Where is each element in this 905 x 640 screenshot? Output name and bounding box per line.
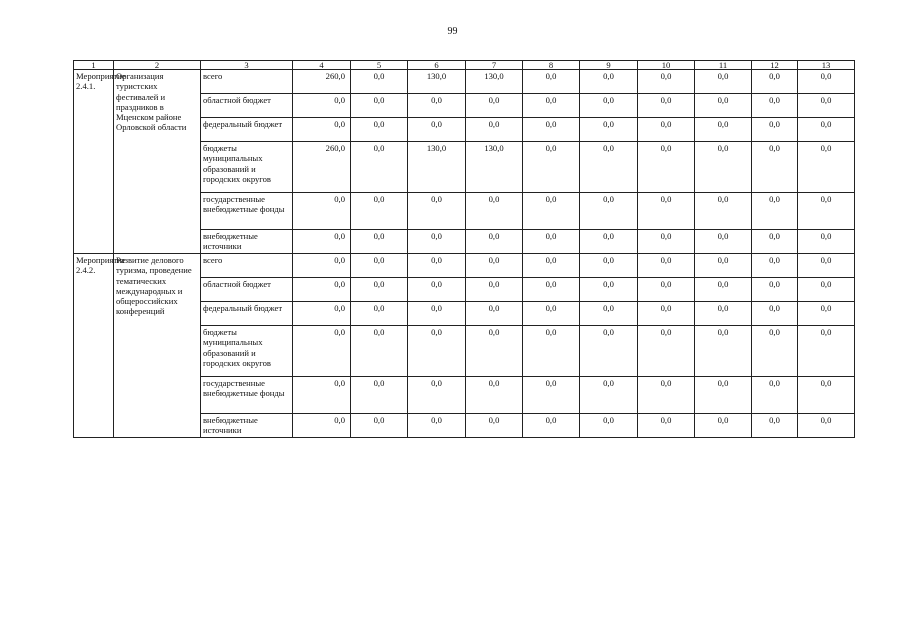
value-cell: 0,0 — [523, 94, 580, 118]
value-cell: 260,0 — [293, 70, 351, 94]
value-cell: 0,0 — [351, 414, 408, 438]
value-cell: 0,0 — [638, 118, 695, 142]
column-header-10: 10 — [638, 61, 695, 70]
value-cell: 130,0 — [466, 70, 523, 94]
value-cell: 0,0 — [351, 230, 408, 254]
value-cell: 0,0 — [523, 377, 580, 414]
column-header-5: 5 — [351, 61, 408, 70]
value-cell: 0,0 — [523, 302, 580, 326]
value-cell: 0,0 — [798, 94, 855, 118]
funding-source: федеральный бюджет — [201, 302, 293, 326]
value-cell: 0,0 — [466, 230, 523, 254]
value-cell: 0,0 — [695, 118, 752, 142]
value-cell: 0,0 — [580, 142, 638, 193]
value-cell: 0,0 — [752, 94, 798, 118]
funding-source: государственные внебюджетные фонды — [201, 193, 293, 230]
value-cell: 0,0 — [638, 230, 695, 254]
value-cell: 0,0 — [466, 94, 523, 118]
value-cell: 0,0 — [798, 302, 855, 326]
value-cell: 0,0 — [293, 254, 351, 278]
value-cell: 0,0 — [580, 302, 638, 326]
value-cell: 0,0 — [752, 377, 798, 414]
column-header-8: 8 — [523, 61, 580, 70]
value-cell: 0,0 — [580, 230, 638, 254]
value-cell: 0,0 — [638, 142, 695, 193]
value-cell: 0,0 — [580, 254, 638, 278]
value-cell: 0,0 — [466, 118, 523, 142]
measure-id: Мероприятие 2.4.2. — [74, 254, 114, 438]
value-cell: 0,0 — [351, 254, 408, 278]
value-cell: 0,0 — [638, 326, 695, 377]
value-cell: 0,0 — [408, 118, 466, 142]
table-row — [74, 70, 855, 94]
value-cell: 0,0 — [752, 278, 798, 302]
value-cell: 0,0 — [580, 193, 638, 230]
value-cell: 0,0 — [523, 193, 580, 230]
value-cell: 0,0 — [798, 254, 855, 278]
funding-source: бюджеты муниципальных образований и городских округов — [201, 326, 293, 377]
value-cell: 0,0 — [580, 94, 638, 118]
value-cell: 130,0 — [408, 70, 466, 94]
value-cell: 0,0 — [523, 414, 580, 438]
value-cell: 0,0 — [351, 142, 408, 193]
column-header-2: 2 — [114, 61, 201, 70]
value-cell: 0,0 — [695, 254, 752, 278]
value-cell: 0,0 — [408, 94, 466, 118]
value-cell: 0,0 — [695, 326, 752, 377]
value-cell: 0,0 — [638, 414, 695, 438]
value-cell: 0,0 — [351, 302, 408, 326]
measure-id: Мероприятие 2.4.1. — [74, 70, 114, 254]
funding-source: внебюджетные источники — [201, 230, 293, 254]
value-cell: 130,0 — [466, 142, 523, 193]
value-cell: 0,0 — [752, 302, 798, 326]
value-cell: 0,0 — [798, 142, 855, 193]
value-cell: 0,0 — [752, 142, 798, 193]
value-cell: 0,0 — [752, 230, 798, 254]
value-cell: 0,0 — [351, 94, 408, 118]
value-cell: 0,0 — [752, 254, 798, 278]
measure-name: Развитие делового туризма, проведение тематических международных и общероссийских конференций — [114, 254, 201, 438]
value-cell: 0,0 — [695, 377, 752, 414]
funding-source: областной бюджет — [201, 94, 293, 118]
value-cell: 0,0 — [798, 326, 855, 377]
value-cell: 0,0 — [293, 377, 351, 414]
funding-source: федеральный бюджет — [201, 118, 293, 142]
value-cell: 0,0 — [466, 278, 523, 302]
value-cell: 0,0 — [798, 118, 855, 142]
value-cell: 0,0 — [351, 193, 408, 230]
column-header-7: 7 — [466, 61, 523, 70]
value-cell: 0,0 — [408, 326, 466, 377]
value-cell: 0,0 — [408, 302, 466, 326]
value-cell: 0,0 — [523, 70, 580, 94]
value-cell: 0,0 — [580, 326, 638, 377]
value-cell: 0,0 — [580, 70, 638, 94]
funding-source: всего — [201, 70, 293, 94]
value-cell: 0,0 — [293, 302, 351, 326]
value-cell: 0,0 — [523, 230, 580, 254]
value-cell: 0,0 — [351, 278, 408, 302]
value-cell: 0,0 — [351, 118, 408, 142]
value-cell: 0,0 — [351, 326, 408, 377]
value-cell: 0,0 — [695, 230, 752, 254]
value-cell: 0,0 — [523, 142, 580, 193]
value-cell: 0,0 — [408, 230, 466, 254]
value-cell: 0,0 — [798, 377, 855, 414]
column-header-13: 13 — [798, 61, 855, 70]
column-header-6: 6 — [408, 61, 466, 70]
value-cell: 0,0 — [466, 254, 523, 278]
value-cell: 0,0 — [580, 118, 638, 142]
column-header-12: 12 — [752, 61, 798, 70]
value-cell: 0,0 — [523, 254, 580, 278]
value-cell: 0,0 — [408, 254, 466, 278]
column-header-1: 1 — [74, 61, 114, 70]
column-header-3: 3 — [201, 61, 293, 70]
value-cell: 0,0 — [293, 193, 351, 230]
value-cell: 0,0 — [798, 414, 855, 438]
budget-table — [73, 60, 855, 438]
value-cell: 0,0 — [638, 278, 695, 302]
value-cell: 0,0 — [293, 326, 351, 377]
value-cell: 0,0 — [466, 302, 523, 326]
value-cell: 0,0 — [466, 193, 523, 230]
value-cell: 0,0 — [638, 70, 695, 94]
value-cell: 0,0 — [293, 94, 351, 118]
value-cell: 0,0 — [408, 377, 466, 414]
value-cell: 0,0 — [638, 377, 695, 414]
value-cell: 0,0 — [466, 326, 523, 377]
value-cell: 0,0 — [580, 414, 638, 438]
value-cell: 0,0 — [466, 414, 523, 438]
value-cell: 0,0 — [695, 278, 752, 302]
value-cell: 0,0 — [638, 254, 695, 278]
value-cell: 0,0 — [523, 278, 580, 302]
funding-source: бюджеты муниципальных образований и городских округов — [201, 142, 293, 193]
funding-source: всего — [201, 254, 293, 278]
value-cell: 0,0 — [408, 193, 466, 230]
measure-name: Организация туристских фестивалей и праздников в Мценском районе Орловской области — [114, 70, 201, 254]
value-cell: 0,0 — [293, 278, 351, 302]
table-row — [74, 254, 855, 278]
value-cell: 260,0 — [293, 142, 351, 193]
value-cell: 0,0 — [695, 193, 752, 230]
value-cell: 0,0 — [752, 70, 798, 94]
value-cell: 0,0 — [580, 377, 638, 414]
funding-source: областной бюджет — [201, 278, 293, 302]
value-cell: 0,0 — [752, 414, 798, 438]
column-header-9: 9 — [580, 61, 638, 70]
value-cell: 0,0 — [408, 278, 466, 302]
value-cell: 0,0 — [580, 278, 638, 302]
value-cell: 0,0 — [695, 414, 752, 438]
funding-source: государственные внебюджетные фонды — [201, 377, 293, 414]
value-cell: 0,0 — [695, 94, 752, 118]
value-cell: 0,0 — [695, 70, 752, 94]
value-cell: 0,0 — [752, 326, 798, 377]
value-cell: 0,0 — [752, 118, 798, 142]
value-cell: 0,0 — [798, 70, 855, 94]
value-cell: 0,0 — [695, 142, 752, 193]
value-cell: 0,0 — [798, 278, 855, 302]
value-cell: 0,0 — [798, 230, 855, 254]
value-cell: 0,0 — [638, 94, 695, 118]
value-cell: 0,0 — [638, 193, 695, 230]
column-header-11: 11 — [695, 61, 752, 70]
value-cell: 0,0 — [752, 193, 798, 230]
value-cell: 0,0 — [408, 414, 466, 438]
column-header-4: 4 — [293, 61, 351, 70]
value-cell: 0,0 — [466, 377, 523, 414]
value-cell: 0,0 — [523, 326, 580, 377]
value-cell: 0,0 — [293, 414, 351, 438]
value-cell: 0,0 — [523, 118, 580, 142]
value-cell: 0,0 — [695, 302, 752, 326]
value-cell: 0,0 — [351, 377, 408, 414]
value-cell: 0,0 — [293, 118, 351, 142]
value-cell: 0,0 — [798, 193, 855, 230]
page-number: 99 — [447, 26, 458, 37]
funding-source: внебюджетные источники — [201, 414, 293, 438]
value-cell: 0,0 — [351, 70, 408, 94]
value-cell: 0,0 — [638, 302, 695, 326]
value-cell: 0,0 — [293, 230, 351, 254]
header-row — [74, 61, 855, 70]
value-cell: 130,0 — [408, 142, 466, 193]
